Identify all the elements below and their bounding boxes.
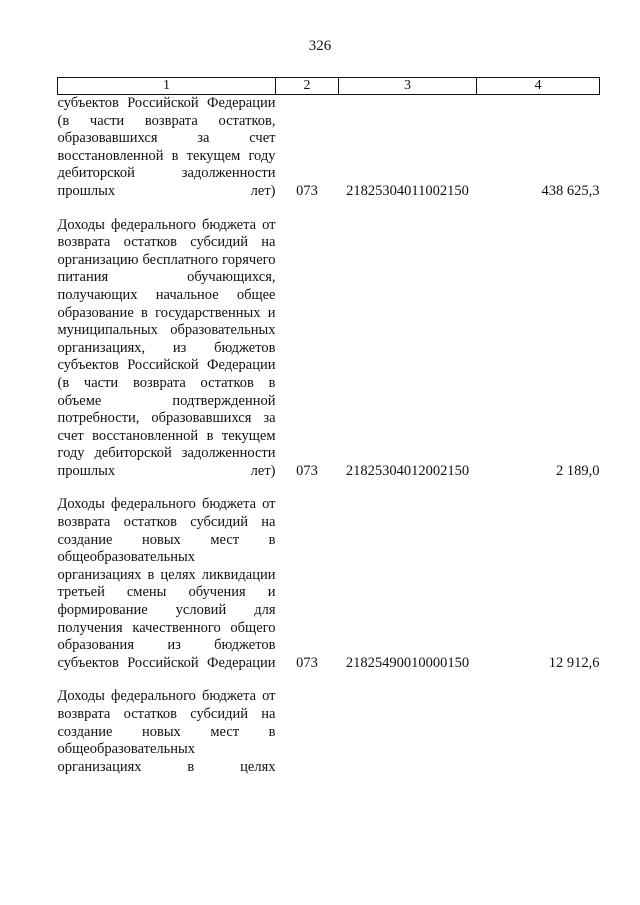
- budget-classification-code: 21825490010000150: [345, 654, 470, 671]
- table-row: [58, 688, 600, 776]
- income-name-cell: [58, 217, 276, 481]
- income-name: Доходы федерального бюджета от возврата остатков субсидий на организацию бесплатного горячего питания обучающихся, получающих начальное общее образование в государственных и муниципальных образовательных организациях, из бюджетов субъектов Российской Федерации (в части возврата остатков в объеме подтвержденной потребности, образовавшихся за счет восстановленной в текущем году дебиторской задолженности прошлых лет): [57, 216, 276, 479]
- income-name-cell: [58, 95, 276, 201]
- table-header-row: [58, 78, 600, 95]
- amount: 2 189,0: [556, 462, 600, 479]
- page-number: 326: [308, 38, 332, 54]
- amount: [477, 688, 600, 776]
- budget-classification-code: 21825304012002150: [345, 462, 470, 479]
- admin-code: 073: [296, 654, 318, 671]
- income-name-cell: [58, 496, 276, 672]
- column-header-3: 3: [339, 78, 477, 95]
- column-header-4: 4: [477, 78, 600, 95]
- admin-code: 073: [296, 462, 318, 479]
- income-name: субъектов Российской Федерации (в части возврата остатков, образовавшихся за счет восстановленной в текущем году дебиторской задолженности прошлых лет): [57, 95, 276, 199]
- column-header-2: 2: [276, 78, 339, 95]
- budget-classification-code: [339, 688, 477, 776]
- table-row: [58, 496, 600, 672]
- column-header-1: 1: [58, 78, 276, 95]
- table-row: [58, 95, 600, 201]
- income-name: Доходы федерального бюджета от возврата остатков субсидий на создание новых мест в общеобразовательных организациях в целях: [57, 688, 276, 775]
- revenue-table: [57, 77, 600, 776]
- admin-code: [276, 688, 339, 776]
- budget-classification-code: 21825304011002150: [346, 182, 469, 199]
- amount: 438 625,3: [541, 182, 600, 199]
- admin-code: 073: [296, 182, 318, 199]
- table-row: [58, 217, 600, 481]
- income-name-cell: [58, 688, 276, 776]
- income-name: Доходы федерального бюджета от возврата остатков субсидий на создание новых мест в общеобразовательных организациях в целях ликвидации третьей смены обучения и формирование условий для получения качественного общего образования из бюджетов субъектов Российской Федерации: [57, 496, 276, 671]
- amount: 12 912,6: [548, 654, 600, 671]
